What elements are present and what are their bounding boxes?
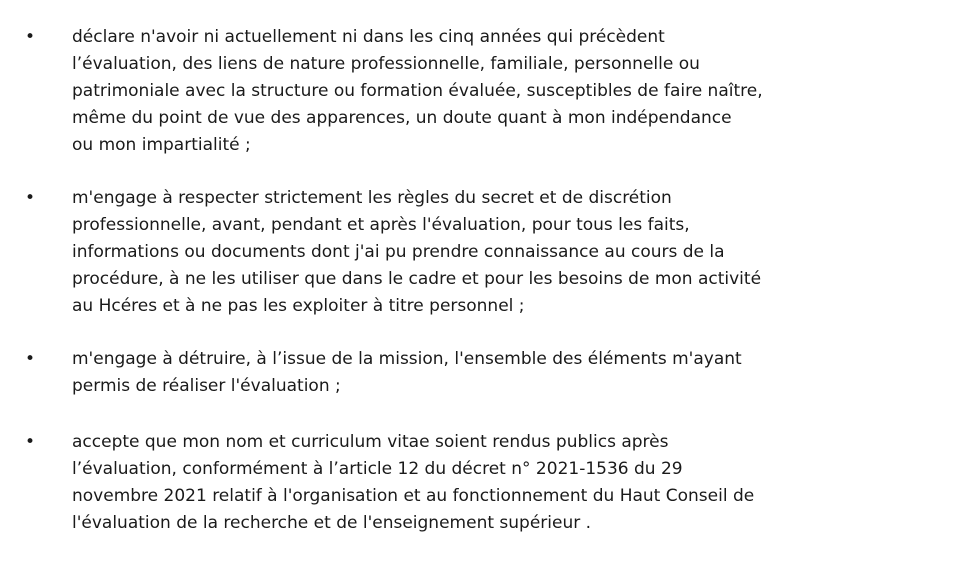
text-line: permis de réaliser l'évaluation ; <box>72 376 341 396</box>
bullet-icon: • <box>25 349 36 369</box>
text-line: informations ou documents dont j'ai pu prendre connaissance au cours de la <box>72 242 725 262</box>
bullet-text <box>72 24 932 159</box>
bullet-icon: • <box>25 27 36 47</box>
bullet-text <box>72 185 932 320</box>
text-line: déclare n'avoir ni actuellement ni dans les cinq années qui précèdent <box>72 27 665 47</box>
text-line: l’évaluation, conformément à l’article 12 du décret n° 2021-1536 du 29 <box>72 459 683 479</box>
text-line: m'engage à détruire, à l’issue de la mission, l'ensemble des éléments m'ayant <box>72 349 742 369</box>
text-line: professionnelle, avant, pendant et après l'évaluation, pour tous les faits, <box>72 215 690 235</box>
text-line: procédure, à ne les utiliser que dans le cadre et pour les besoins de mon activité <box>72 269 762 289</box>
text-line: l’évaluation, des liens de nature professionnelle, familiale, personnelle ou <box>72 54 700 74</box>
text-line: novembre 2021 relatif à l'organisation et au fonctionnement du Haut Conseil de <box>72 486 755 506</box>
text-line: m'engage à respecter strictement les règles du secret et de discrétion <box>72 188 672 208</box>
text-line: patrimoniale avec la structure ou formation évaluée, susceptibles de faire naître, <box>72 81 763 101</box>
bullet-icon: • <box>25 188 36 208</box>
bullet-text <box>72 429 932 537</box>
text-line: même du point de vue des apparences, un doute quant à mon indépendance <box>72 108 732 128</box>
bullet-icon: • <box>25 432 36 452</box>
text-line: au Hcéres et à ne pas les exploiter à titre personnel ; <box>72 296 525 316</box>
text-line: accepte que mon nom et curriculum vitae soient rendus publics après <box>72 432 669 452</box>
bullet-text <box>72 346 932 400</box>
text-line: ou mon impartialité ; <box>72 135 251 155</box>
text-line: l'évaluation de la recherche et de l'enseignement supérieur . <box>72 513 592 533</box>
